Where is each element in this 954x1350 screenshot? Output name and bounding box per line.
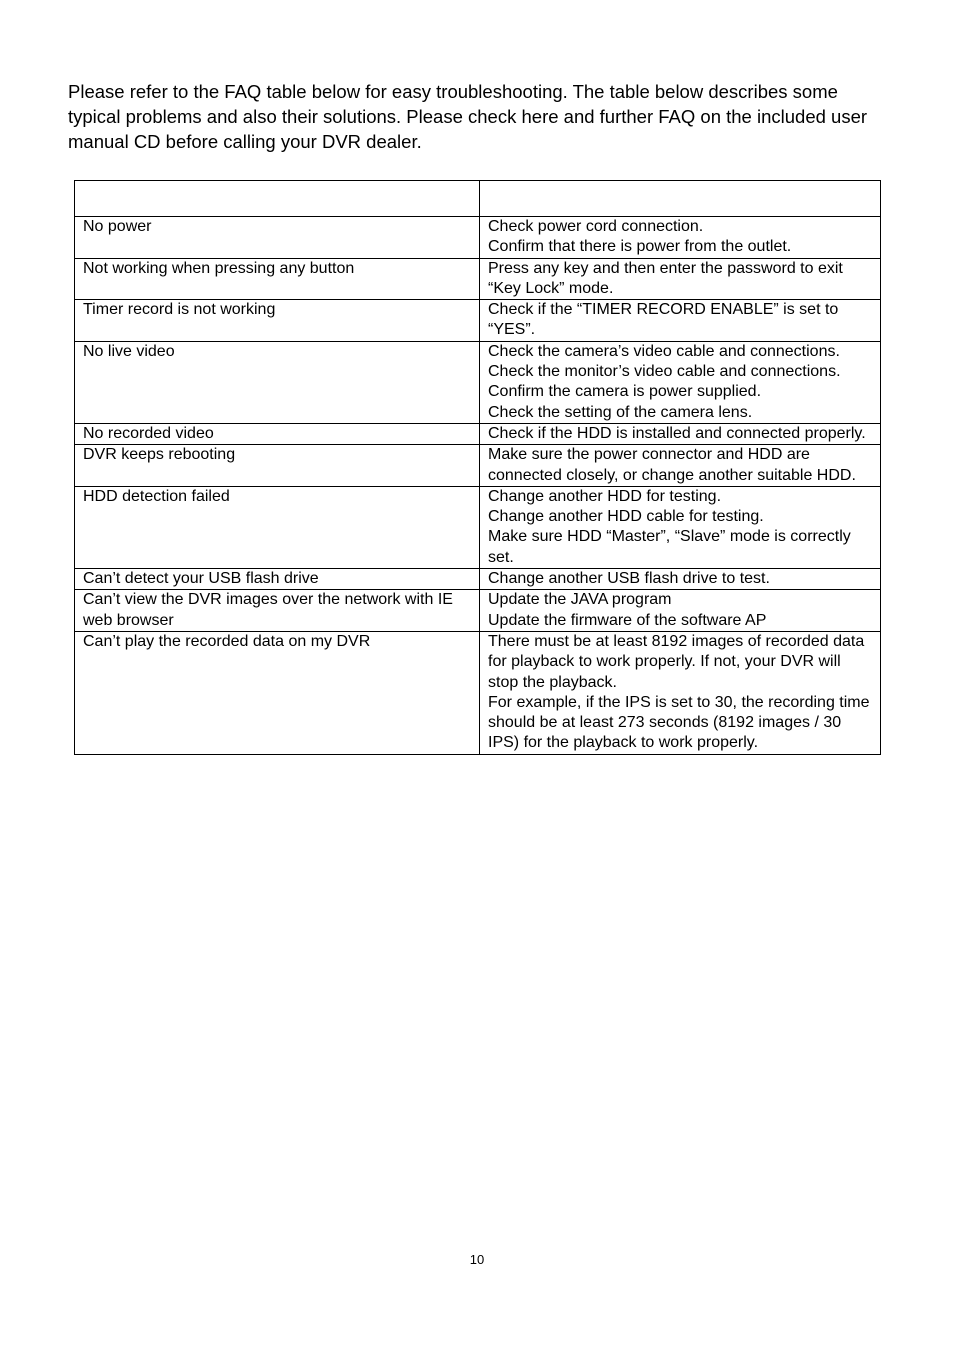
table-row (75, 590, 881, 632)
table-row (75, 486, 881, 568)
solution-line: Confirm the camera is power supplied. (488, 383, 762, 401)
solution-line: Check the camera’s video cable and connections. (488, 342, 840, 360)
page-number: 10 (469, 1252, 485, 1267)
header-solution (480, 181, 881, 217)
table-row (75, 341, 881, 423)
header-problem (75, 181, 480, 217)
problem-cell: DVR keeps rebooting (75, 445, 480, 487)
solution-line: Change another HDD cable for testing. (488, 508, 764, 526)
solution-line: Check the setting of the camera lens. (488, 403, 753, 421)
intro-paragraph: Please refer to the FAQ table below for easy troubleshooting. The table below describes some typical problems and also their solutions. Please check here and further FAQ on the included user manual CD before calling your DVR dealer. (68, 81, 868, 152)
solution-line: Check the monitor’s video cable and connections. (488, 363, 841, 381)
faq-table (74, 180, 881, 755)
table-row (75, 631, 881, 754)
problem-cell: No live video (75, 341, 480, 423)
problem-cell: Can’t view the DVR images over the network with IE web browser (75, 590, 480, 632)
solution-cell (480, 445, 881, 487)
problem-cell: Can’t detect your USB flash drive (75, 569, 480, 590)
solution-cell (480, 217, 881, 259)
table-header-row (75, 181, 881, 217)
solution-cell (480, 569, 881, 590)
table-row (75, 217, 881, 259)
solution-line: Check if the HDD is installed and connected properly. (488, 424, 866, 442)
solution-cell (480, 423, 881, 444)
solution-line: Make sure HDD “Master”, “Slave” mode is correctly set. (488, 528, 851, 566)
solution-cell (480, 300, 881, 342)
problem-cell: No power (75, 217, 480, 259)
solution-line: Make sure the power connector and HDD are connected closely, or change another suitable HDD. (488, 446, 856, 484)
solution-line: Update the firmware of the software AP (488, 611, 767, 629)
solution-line: Check if the “TIMER RECORD ENABLE” is set to “YES”. (488, 301, 839, 339)
table-row (75, 300, 881, 342)
table-row (75, 258, 881, 300)
problem-cell: HDD detection failed (75, 486, 480, 568)
table-row (75, 423, 881, 444)
solution-cell (480, 486, 881, 568)
solution-cell (480, 341, 881, 423)
solution-line: Change another USB flash drive to test. (488, 570, 770, 588)
solution-cell (480, 258, 881, 300)
solution-cell (480, 631, 881, 754)
solution-line: Check power cord connection. (488, 218, 704, 235)
solution-line: There must be at least 8192 images of recorded data for playback to work properly. If not, your DVR will stop the playback. (488, 632, 865, 691)
problem-cell: Timer record is not working (75, 300, 480, 342)
table-row (75, 445, 881, 487)
solution-line: Press any key and then enter the password to exit “Key Lock” mode. (488, 259, 843, 297)
faq-table-body (75, 217, 881, 755)
problem-cell: No recorded video (75, 423, 480, 444)
solution-cell (480, 590, 881, 632)
problem-cell: Can’t play the recorded data on my DVR (75, 631, 480, 754)
solution-line: For example, if the IPS is set to 30, the recording time should be at least 273 seconds (8192 images / 30 IPS) for the playback to work properly. (488, 693, 870, 752)
problem-cell: Not working when pressing any button (75, 258, 480, 300)
solution-line: Update the JAVA program (488, 591, 672, 609)
table-row (75, 569, 881, 590)
solution-line: Change another HDD for testing. (488, 487, 722, 505)
solution-line: Confirm that there is power from the outlet. (488, 238, 792, 256)
